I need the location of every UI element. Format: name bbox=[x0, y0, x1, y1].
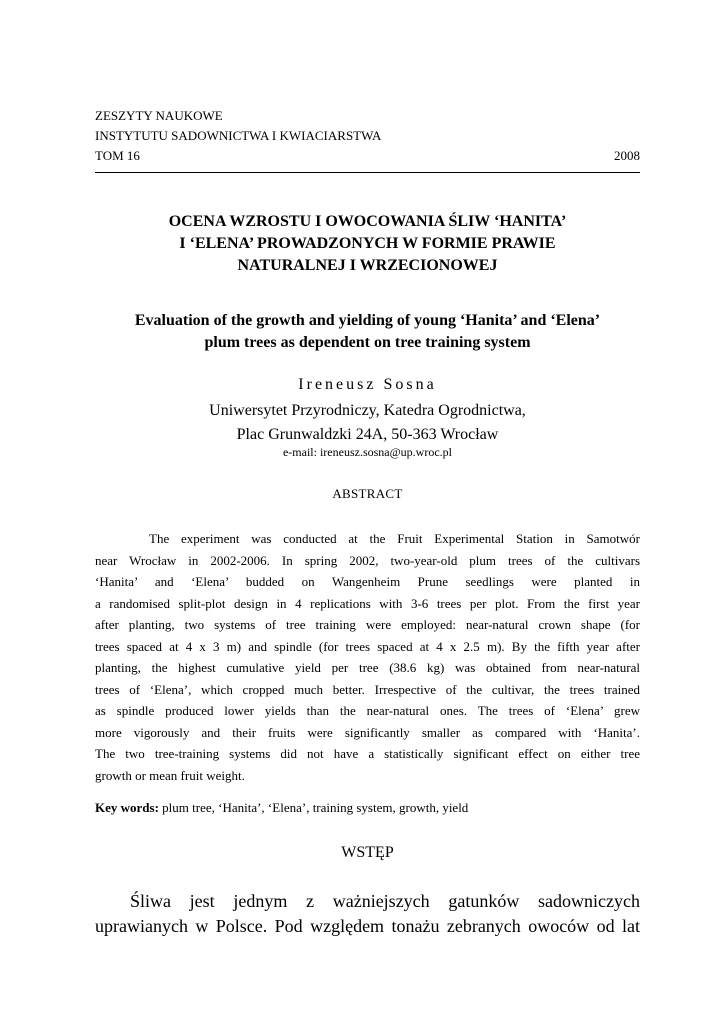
body-paragraph bbox=[95, 889, 640, 939]
journal-name-line1: ZESZYTY NAUKOWE bbox=[95, 108, 223, 123]
section-heading: WSTĘP bbox=[341, 844, 394, 861]
abstract-line: trees spaced at 4 x 3 m) and spindle (for trees spaced at 4 x 2.5 m). By the fifth year after bbox=[95, 638, 640, 654]
title-polish-line: NATURALNEJ I WRZECIONOWEJ bbox=[237, 257, 498, 274]
publication-year: 2008 bbox=[614, 148, 640, 163]
author-affiliation bbox=[95, 399, 640, 447]
abstract-body bbox=[95, 528, 640, 786]
volume-row bbox=[95, 146, 640, 166]
abstract-line: ‘Hanita’ and ‘Elena’ budded on Wangenheim Prune seedlings were planted in bbox=[95, 574, 640, 589]
title-polish bbox=[85, 211, 650, 277]
abstract-line: more vigorously and their fruits were significantly smaller as compared with ‘Hanita’. bbox=[95, 724, 640, 740]
abstract-heading: ABSTRACT bbox=[332, 486, 403, 501]
abstract-line: a randomised split-plot design in 4 replications with 3-6 trees per plot. From the first year bbox=[95, 595, 640, 611]
keywords bbox=[95, 800, 640, 816]
journal-name-line2: INSTYTUTU SADOWNICTWA I KWIACIARSTWA bbox=[95, 128, 382, 143]
abstract-line: near Wrocław in 2002-2006. In spring 2002, two-year-old plum trees of the cultivars bbox=[95, 552, 640, 568]
affiliation-line: Uniwersytet Przyrodniczy, Katedra Ogrodnictwa, bbox=[209, 402, 526, 419]
abstract-line: planting, the highest cumulative yield per tree (38.6 kg) was obtained from near-natural bbox=[95, 660, 640, 675]
abstract-line: trees of ‘Elena’, which cropped much better. Irrespective of the cultivar, the trees trained bbox=[95, 681, 640, 697]
title-english bbox=[85, 310, 650, 354]
journal-header bbox=[95, 106, 640, 166]
affiliation-line: Plac Grunwaldzki 24A, 50-363 Wrocław bbox=[236, 426, 499, 443]
abstract-line: after planting, two systems of tree training were employed: near-natural crown shape (for bbox=[95, 617, 640, 632]
abstract-line: The two tree-training systems did not have a statistically significant effect on either tree bbox=[95, 746, 640, 761]
volume-number: TOM 16 bbox=[95, 148, 140, 163]
abstract-line: as spindle produced lower yields than the near-natural ones. The trees of ‘Elena’ grew bbox=[95, 703, 640, 718]
keywords-list: plum tree, ‘Hanita’, ‘Elena’, training system, growth, yield bbox=[158, 800, 469, 815]
title-english-line: Evaluation of the growth and yielding of young ‘Hanita’ and ‘Elena’ bbox=[134, 312, 601, 329]
body-line: Śliwa jest jednym z ważniejszych gatunków sadowniczych bbox=[130, 891, 640, 911]
author-email: e-mail: ireneusz.sosna@up.wroc.pl bbox=[282, 445, 452, 459]
title-english-line: plum trees as dependent on tree training system bbox=[204, 334, 531, 351]
body-line: uprawianych w Polsce. Pod względem tonażu zebranych owoców od lat bbox=[95, 916, 640, 936]
keywords-label: Key words: bbox=[95, 800, 159, 815]
abstract-line: growth or mean fruit weight. bbox=[95, 767, 245, 783]
abstract-line: The experiment was conducted at the Fruit Experimental Station in Samotwór bbox=[149, 531, 640, 546]
title-polish-line: OCENA WZROSTU I OWOCOWANIA ŚLIW ‘HANITA’ bbox=[168, 213, 567, 230]
header-rule bbox=[95, 172, 640, 173]
title-polish-line: I ‘ELENA’ PROWADZONYCH W FORMIE PRAWIE bbox=[179, 235, 556, 252]
author-name: Ireneusz Sosna bbox=[298, 376, 437, 393]
